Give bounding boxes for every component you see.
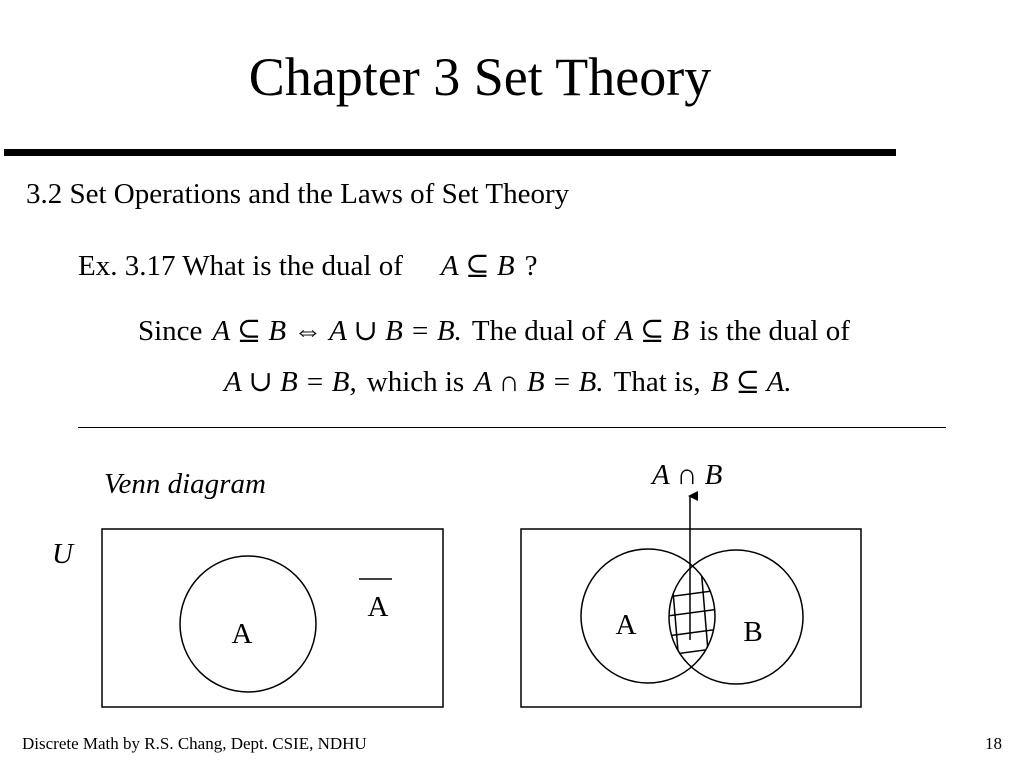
set-a-circle-right [581,549,715,683]
dual-of-text: The dual of [471,315,606,347]
exercise-question-mark: ? [524,250,538,282]
set-b-circle [669,550,803,684]
set-b-label: B [743,616,763,648]
that-is-text: That is, [613,366,701,398]
exercise-prompt: Ex. 3.17 What is the dual of [78,250,403,282]
universe-label: U [52,538,73,570]
section-heading: 3.2 Set Operations and the Laws of Set Theory [26,178,570,210]
equivalence-expression: A ⊆ B ⇔ A ∪ B = B. [212,315,462,347]
subset-expression: A ⊆ B [615,315,690,347]
universe-box-right [521,529,861,707]
page-number: 18 [985,734,1002,753]
slide-title: Chapter 3 Set Theory [248,47,712,107]
is-dual-of-text: is the dual of [699,315,850,347]
intersection-expression: A ∩ B = B. [474,366,604,398]
universe-box-left [102,529,443,707]
union-expression: A ∪ B = B, [224,366,357,398]
since-word: Since [138,315,203,347]
set-a-label-right: A [615,609,637,641]
result-expression: B ⊆ A. [710,366,792,398]
footer-credit: Discrete Math by R.S. Chang, Dept. CSIE, NDHU [22,734,367,753]
venn-diagram-title: Venn diagram [104,468,266,500]
exercise-expression: A ⊆ B [440,250,515,282]
intersection-label: A ∩ B [652,459,723,491]
which-is-text: which is [366,366,465,398]
complement-label: A [367,591,389,623]
set-a-label: A [231,618,253,650]
